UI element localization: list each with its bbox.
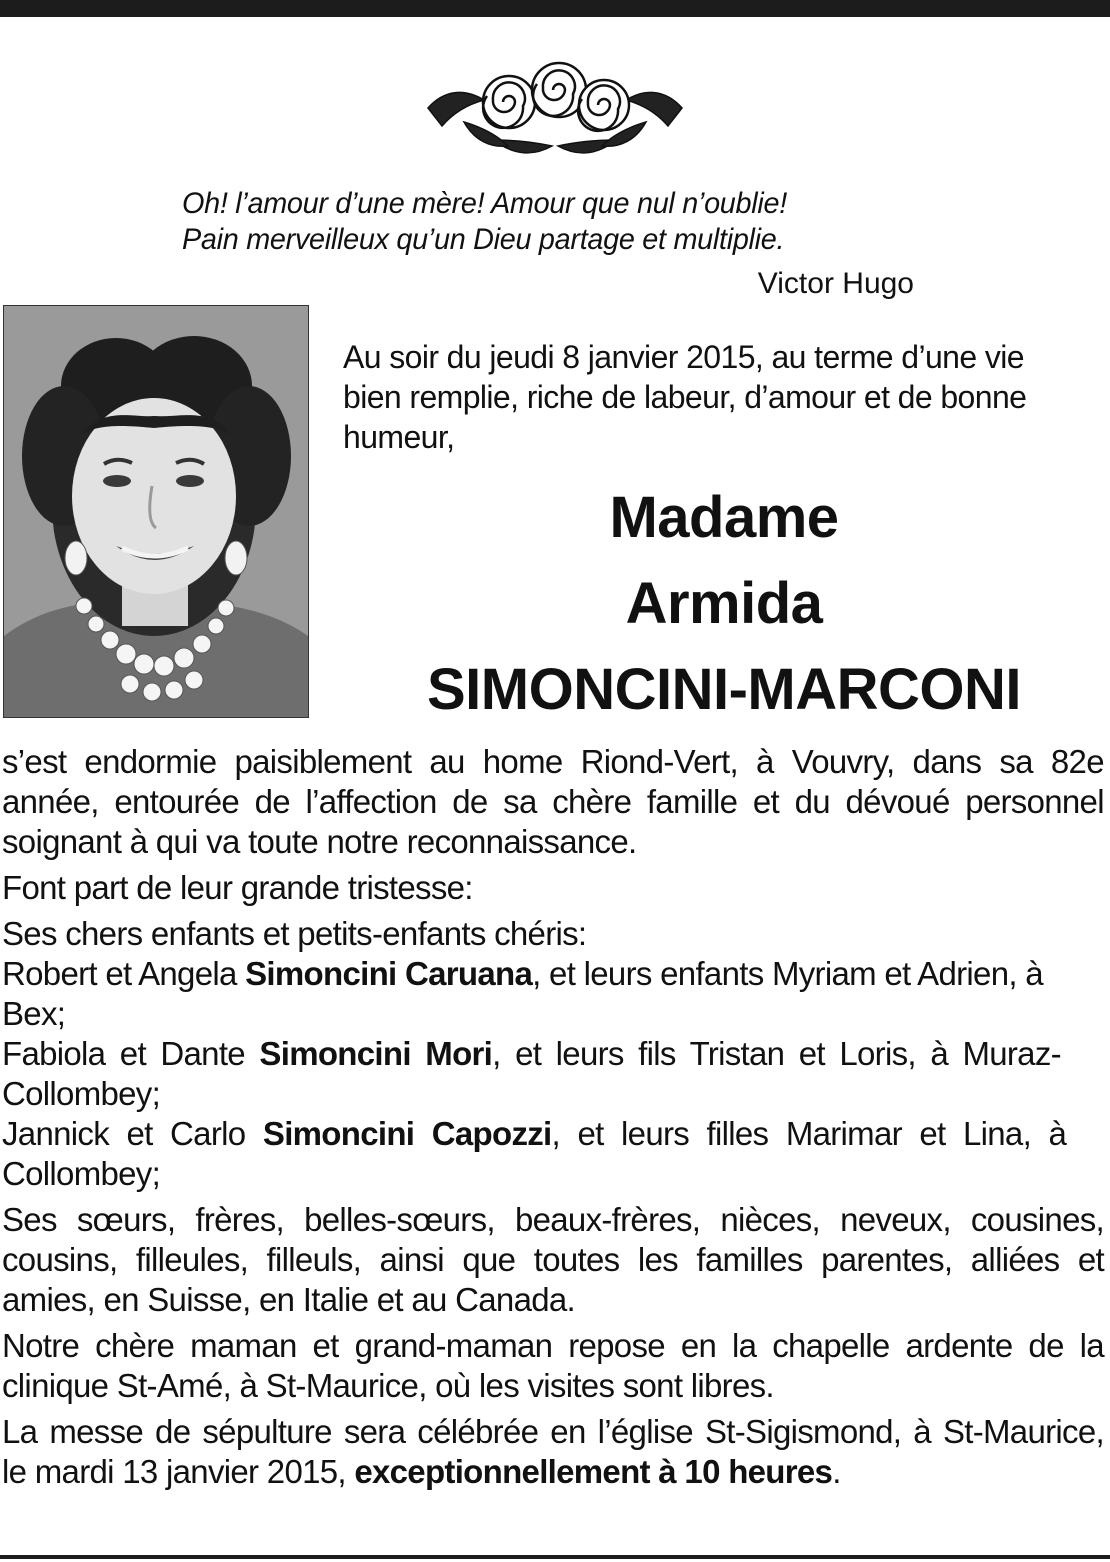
- paragraph-line: Collombey;: [2, 1075, 161, 1112]
- word: neveux,: [840, 1201, 951, 1238]
- word: Vouvry,: [791, 743, 895, 780]
- word: ardente: [905, 1327, 1013, 1364]
- intro-line-3: humeur,: [343, 419, 455, 455]
- text-run: Robert et Angela: [2, 955, 246, 992]
- paragraph-line: [2, 1452, 1104, 1492]
- paragraph-announce: [2, 868, 1104, 908]
- word: repose: [568, 1327, 665, 1364]
- top-rule: [0, 0, 1110, 17]
- intro-text: [343, 337, 1105, 457]
- text-run: Fabiola et Dante: [2, 1035, 260, 1072]
- word: filleules,: [135, 1241, 249, 1278]
- word: alliées: [970, 1241, 1060, 1278]
- word: sa: [503, 783, 537, 820]
- word: de: [155, 1413, 191, 1450]
- text-run: , et leurs filles Marimar et Lina, à: [551, 1115, 1067, 1152]
- paragraph-children-heading: [2, 914, 1104, 954]
- paragraph-line: [2, 1034, 1104, 1074]
- word: à: [913, 1413, 931, 1450]
- word: grand-maman: [354, 1327, 553, 1364]
- word: paisiblement: [234, 743, 412, 780]
- paragraph-line: [2, 742, 1104, 782]
- word: célébrée: [417, 1413, 539, 1450]
- word: dans: [912, 743, 982, 780]
- word: les: [637, 1241, 678, 1278]
- paragraph-line: [2, 1240, 1104, 1280]
- text-run: .: [832, 1453, 841, 1490]
- paragraph-line: Collombey;: [2, 1155, 161, 1192]
- word: belles-sœurs,: [304, 1201, 495, 1238]
- word: et: [1077, 1241, 1104, 1278]
- quote-author: Victor Hugo: [757, 267, 914, 300]
- word: sera: [343, 1413, 406, 1450]
- family-entry: [2, 954, 1104, 1034]
- word: année,: [2, 783, 99, 820]
- paragraph-line: Font part de leur grande tristesse:: [2, 869, 473, 906]
- word: frères,: [195, 1201, 285, 1238]
- quote-line-2: Pain merveilleux qu’un Dieu partage et multiplie.: [182, 223, 785, 256]
- word: et: [312, 1327, 339, 1364]
- word: en: [550, 1413, 586, 1450]
- word: beaux-frères,: [514, 1201, 701, 1238]
- word: dévoué: [845, 783, 950, 820]
- word: entourée: [114, 783, 240, 820]
- deceased-last-name: SIMONCINI-MARCONI: [426, 657, 1021, 722]
- intro-line-1: Au soir du jeudi 8 janvier 2015, au terme d’une vie: [343, 339, 1024, 375]
- word: chapelle: [772, 1327, 890, 1364]
- paragraph-relatives: [2, 1200, 1104, 1320]
- paragraph-line: [2, 782, 1104, 822]
- word: maman: [190, 1327, 297, 1364]
- word: Riond-Vert,: [580, 743, 738, 780]
- word: que: [462, 1241, 516, 1278]
- word: cousins,: [2, 1241, 118, 1278]
- quote-line-1: Oh! l’amour d’une mère! Amour que nul n’oublie!: [182, 187, 787, 220]
- paragraph-line: [2, 1412, 1104, 1452]
- word: du: [794, 783, 830, 820]
- word: et: [752, 783, 780, 820]
- mass-time: exceptionnellement à 10 heures: [354, 1453, 833, 1490]
- deceased-first-name: Armida: [625, 571, 823, 636]
- paragraph-line: Ses chers enfants et petits-enfants chéris:: [2, 915, 587, 952]
- paragraph-line: [2, 1114, 1104, 1154]
- word: filleuls,: [266, 1241, 362, 1278]
- word: endormie: [84, 743, 217, 780]
- paragraph-line: Bex;: [2, 995, 66, 1032]
- paragraph-line: amies, en Suisse, en Italie et au Canada.: [2, 1281, 576, 1318]
- word: la: [732, 1327, 757, 1364]
- family-surname: Simoncini Mori: [259, 1035, 493, 1072]
- family-surname: Simoncini Capozzi: [262, 1115, 552, 1152]
- word: Notre: [2, 1327, 80, 1364]
- portrait-photo: [3, 305, 309, 718]
- word: ainsi: [379, 1241, 444, 1278]
- paragraph-chapel: [2, 1326, 1104, 1406]
- word: sa: [999, 743, 1033, 780]
- word: l’église: [597, 1413, 693, 1450]
- word: famille: [646, 783, 738, 820]
- family-surname: Simoncini Caruana: [245, 955, 533, 992]
- word: chère: [552, 783, 632, 820]
- word: à: [756, 743, 774, 780]
- word: chère: [95, 1327, 175, 1364]
- word: parentes,: [821, 1241, 953, 1278]
- intro-line-2: bien remplie, riche de labeur, d’amour et de bonne: [343, 379, 1027, 415]
- word: Ses: [2, 1201, 57, 1238]
- paragraph-line: [2, 954, 1104, 994]
- bottom-rule: [0, 1555, 1110, 1559]
- word: cousines,: [970, 1201, 1104, 1238]
- word: l’affection: [305, 783, 437, 820]
- word: nièces,: [720, 1201, 821, 1238]
- paragraph-line: soignant à qui va toute notre reconnaissance.: [2, 823, 637, 860]
- paragraph-line: [2, 1326, 1104, 1366]
- word: home: [482, 743, 563, 780]
- family-entry: [2, 1114, 1104, 1194]
- word: au: [429, 743, 465, 780]
- word: messe: [49, 1413, 144, 1450]
- deceased-name: [343, 475, 1105, 733]
- text-run: , et leurs fils Tristan et Loris, à Muraz-: [492, 1035, 1061, 1072]
- paragraph-mass: [2, 1412, 1104, 1492]
- word: s’est: [2, 743, 67, 780]
- paragraph-passing: [2, 742, 1104, 862]
- text-run: Jannick et Carlo: [2, 1115, 263, 1152]
- word: 82e: [1050, 743, 1104, 780]
- word: sépulture: [202, 1413, 332, 1450]
- text-run: le mardi 13 janvier 2015,: [2, 1453, 355, 1490]
- text-run: , et leurs enfants Myriam et Adrien, à: [532, 955, 1043, 992]
- paragraph-line: [2, 1200, 1104, 1240]
- word: de: [254, 783, 290, 820]
- poem-quote: [182, 186, 892, 258]
- word: la: [1079, 1327, 1104, 1364]
- word: familles: [696, 1241, 803, 1278]
- obituary-body: [2, 742, 1104, 1498]
- word: sœurs,: [76, 1201, 176, 1238]
- word: en: [680, 1327, 717, 1364]
- word: toutes: [533, 1241, 620, 1278]
- roses-ornament-icon: [424, 60, 686, 158]
- word: personnel: [965, 783, 1104, 820]
- word: St-Sigismond,: [704, 1413, 902, 1450]
- word: St-Maurice,: [942, 1413, 1104, 1450]
- deceased-title: Madame: [609, 485, 839, 550]
- family-entry: [2, 1034, 1104, 1114]
- paragraph-line: clinique St-Amé, à St-Maurice, où les visites sont libres.: [2, 1367, 774, 1404]
- word: de: [452, 783, 488, 820]
- word: de: [1028, 1327, 1064, 1364]
- word: La: [2, 1413, 38, 1450]
